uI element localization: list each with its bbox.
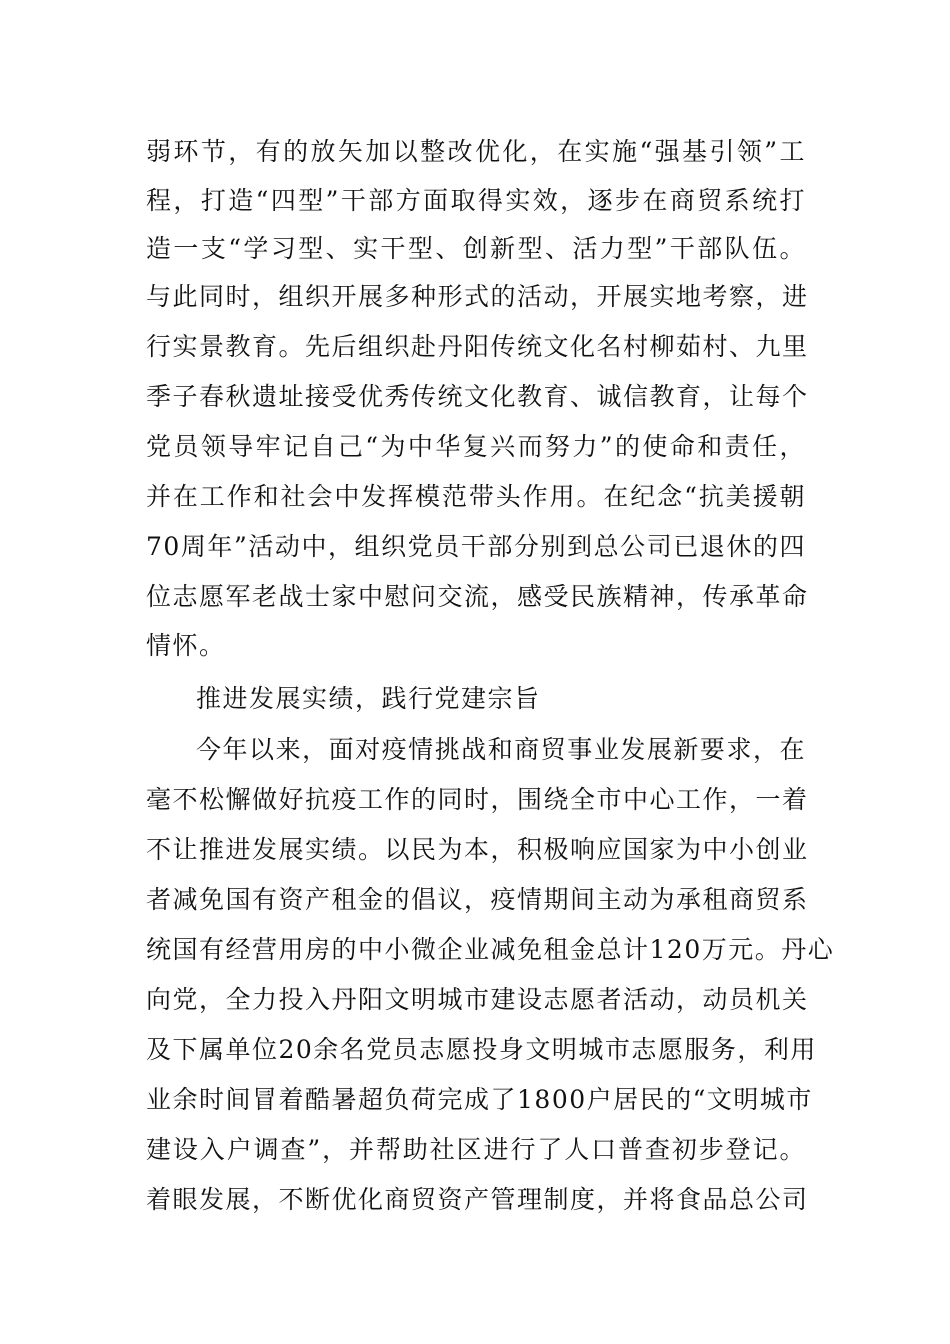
text-line: 不让推进发展实绩。以民为本，积极响应国家为中小创业: [146, 835, 809, 864]
text-line: 业余时间冒着酷暑超负荷完成了1800户居民的“文明城市: [146, 1085, 813, 1114]
text-line: 程，打造“四型”干部方面取得实效，逐步在商贸系统打: [146, 186, 806, 215]
text-line: 毫不松懈做好抗疫工作的同时，围绕全市中心工作，一着: [146, 785, 809, 814]
text-line: 季子春秋遗址接受优秀传统文化教育、诚信教育，让每个: [146, 382, 809, 411]
text-line: 与此同时，组织开展多种形式的活动，开展实地考察，进: [146, 282, 809, 311]
text-line: 者减免国有资产租金的倡议，疫情期间主动为承租商贸系: [146, 885, 809, 914]
text-line: 情怀。: [146, 631, 226, 660]
text-line: 位志愿军老战士家中慰问交流，感受民族精神，传承革命: [146, 582, 809, 611]
section-heading: 推进发展实绩，践行党建宗旨: [196, 684, 541, 713]
text-line: 及下属单位20余名党员志愿投身文明城市志愿服务，利用: [146, 1035, 817, 1064]
text-line: 着眼发展，不断优化商贸资产管理制度，并将食品总公司: [146, 1185, 809, 1214]
text-line: 并在工作和社会中发挥模范带头作用。在纪念“抗美援朝: [146, 482, 806, 511]
text-line: 70周年”活动中，组织党员干部分别到总公司已退休的四: [146, 532, 806, 561]
text-line: 党员领导牢记自己“为中华复兴而努力”的使命和责任，: [146, 432, 806, 461]
text-line: 统国有经营用房的中小微企业减免租金总计120万元。丹心: [146, 935, 835, 964]
text-line: 弱环节，有的放矢加以整改优化，在实施“强基引领”工: [146, 137, 806, 166]
text-line: 建设入户调查”，并帮助社区进行了人口普查初步登记。: [146, 1135, 806, 1164]
text-line: 今年以来，面对疫情挑战和商贸事业发展新要求，在: [196, 735, 806, 764]
text-line: 向党，全力投入丹阳文明城市建设志愿者活动，动员机关: [146, 985, 809, 1014]
text-line: 造一支“学习型、实干型、创新型、活力型”干部队伍。: [146, 234, 806, 263]
text-line: 行实景教育。先后组织赴丹阳传统文化名村柳茹村、九里: [146, 332, 809, 361]
